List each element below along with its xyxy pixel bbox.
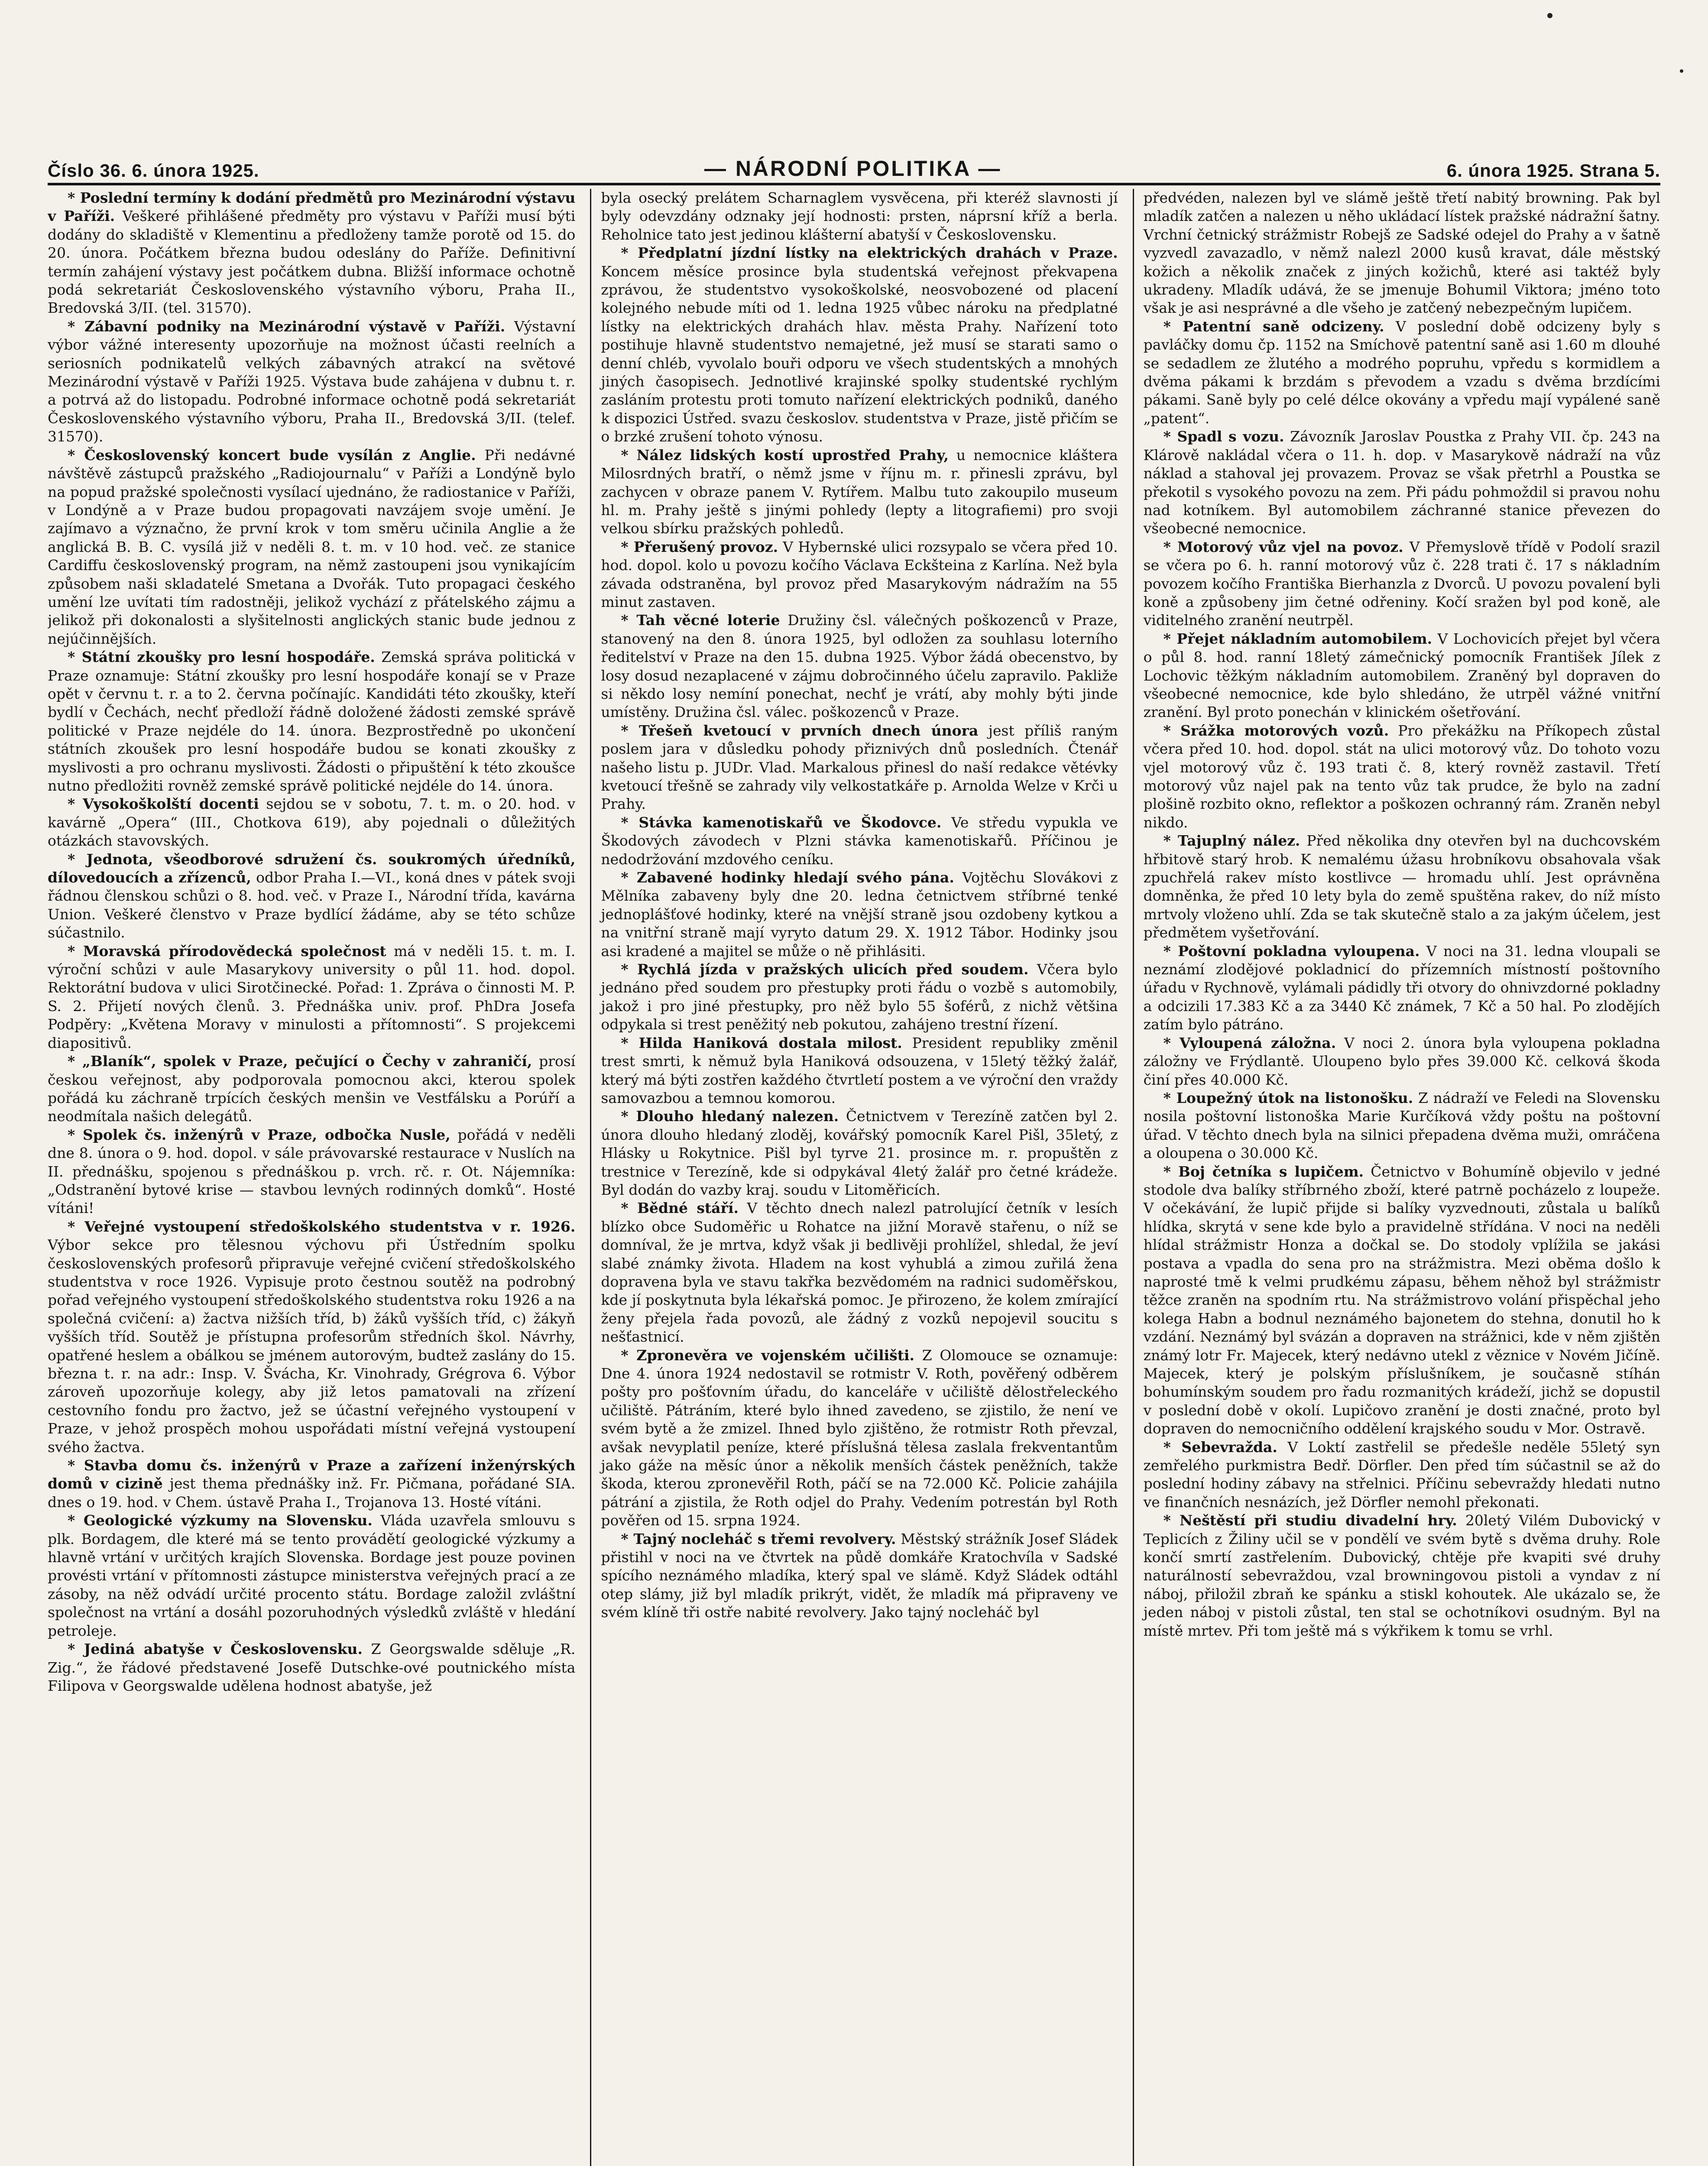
item-marker: * — [1163, 1163, 1178, 1180]
item-headline: Srážka motorových vozů. — [1180, 722, 1389, 739]
item-body: Městský strážník Josef Sládek přistihl v noci na ve čtvrtek na půdě domkáře Kratochvíla v Sadské spícího neznámého mladíka, který spal ve slámě. Když Sládek odtáhl otep slámy, již byl mladík prikrýt, vidět, že mladík má připraveny ve svém klíně tři ostře nabité revolvery. Jako tajný nocleháč byl — [601, 1530, 1118, 1621]
item-marker: * — [68, 1126, 83, 1143]
item-headline: Tajný nocleháč s třemi revolvery. — [633, 1530, 896, 1547]
news-item — [48, 446, 575, 648]
item-body: předvéden, nalezen byl ve slámě ještě třetí nabitý browning. Pak byl mladík zatčen a nalezen u něho ukládací lístek pražské nádražní šatny. Vrchní četnický strážmistr Robejš ze Sadské odejel do Prahy a v šatně vyzvedl zavazadlo, v němž nalezl 2000 kusů kravat, dále městský kožich a několik značek z jiných kožichů, které asi taktéž byly ukradeny. Mladík udává, že se jmenuje Bohumil Viktora; jméno toto však je asi nesprávné a dle všeho je zatčený nebezpečným lupičem. — [1143, 189, 1660, 317]
item-headline: Veřejné vystoupení středoškolského studentstva v r. 1926. — [84, 1218, 576, 1235]
item-marker: * — [1163, 1034, 1180, 1051]
print-speck — [1680, 69, 1683, 73]
column-3 — [1133, 189, 1660, 2166]
item-headline: Zabavené hodinky hledají svého pána. — [637, 869, 954, 886]
issue-date: Číslo 36. 6. února 1925. — [48, 160, 259, 181]
item-headline: Spolek čs. inženýrů v Praze, odbočka Nusle, — [82, 1126, 450, 1143]
news-item — [601, 1034, 1118, 1108]
item-marker: * — [621, 446, 637, 464]
item-headline: Motorový vůz vjel na povoz. — [1177, 538, 1403, 555]
item-marker: * — [1163, 428, 1177, 445]
news-item — [48, 1456, 575, 1511]
news-item — [1144, 1511, 1660, 1640]
item-headline: Poštovní pokladna vyloupena. — [1178, 942, 1420, 960]
item-marker: * — [68, 850, 87, 868]
news-item — [601, 869, 1118, 960]
news-item — [1144, 318, 1660, 428]
item-body: Z nádraží ve Feledi na Slovensku nosila poštovní listonoška Marie Kurčíková vždy poštu na poštovní úřad. V těchto dnech byla na silnici přepadena dvěma muži, omráčena a oloupena o 30.000 Kč. — [1143, 1089, 1660, 1162]
item-headline: Stávka kamenotiskařů ve Škodovce. — [638, 814, 942, 831]
print-speck — [1547, 13, 1552, 18]
news-item — [601, 538, 1118, 612]
item-marker: * — [68, 942, 83, 960]
item-body: V Loktí zastřelil se předešle neděle 55letý syn zemřelého purkmistra Bedř. Dörfler. Den před tím súčastnil se až do poslední hodiny zábavy na střelnici. Příčinu sebevraždy hledati nutno ve finančních nesnázích, jež Dörfler nemohl překonati. — [1143, 1438, 1660, 1511]
item-body: Četnictvem v Terezíně zatčen byl 2. února dlouho hledaný zloděj, kovářský pomocník Karel Pišl, 35letý, z Hlásky u Rokytnice. Pišl byl tyrve 21. prosince m. r. propuštěn z trestnice v Terezíně, kde si odpykával 4letý žalář pro četné krádeže. Byl dodán do vazby kraj. soudu v Litoměřicích. — [601, 1108, 1118, 1198]
item-headline: Poslední termíny k dodání předmětů pro Mezinárodní výstavu v Paříži. — [48, 189, 576, 225]
item-marker: * — [1163, 1512, 1180, 1529]
item-headline: Jediná abatyše v Československu. — [84, 1641, 363, 1658]
news-item — [48, 318, 575, 446]
item-headline: Boj četníka s lupičem. — [1178, 1163, 1364, 1180]
news-item — [48, 1126, 575, 1218]
item-headline: Loupežný útok na listonošku. — [1176, 1089, 1413, 1106]
item-headline: Přejet nákladním automobilem. — [1176, 630, 1433, 647]
article-columns — [48, 189, 1660, 2166]
date-page-number: 6. února 1925. Strana 5. — [1446, 160, 1660, 181]
news-item — [1144, 1163, 1660, 1438]
item-body: pořádá v neděli dne 8. února o 9. hod. dopol. v sále právovarské restaurace v Nuslích na II. přednášku, spojenou s přednáškou p. vrch. rč. r. Ot. Nájemníka: „Odstranění bytové krise — stavbou levných rodinných domků“. Hosté vítáni! — [48, 1126, 576, 1217]
news-item — [48, 795, 575, 850]
item-body: Závozník Jaroslav Poustka z Prahy VII. čp. 243 na Klárově nakládal včera o 11. h. dop. v Masarykově nádraží na vůz náklad a stahoval jej provazem. Provaz se však přetrhl a Poustka se překotil s vysokého povozu na zem. Při pádu pohmoždil si pravou nohu nad kotníkem. Byl automobilem záchranné stanice převezen do všeobecné nemocnice. — [1143, 428, 1660, 537]
item-headline: Tah věcné loterie — [636, 612, 780, 629]
item-headline: Zpronevěra ve vojenském učilišti. — [636, 1346, 915, 1364]
item-headline: Přerušený provoz. — [633, 538, 778, 555]
item-body: Z Olomouce se oznamuje: Dne 4. února 1924 nedostavil se rotmistr V. Roth, pověřený odběrem pošty pro pošťovním úřadu, do kanceláře v učiliště dělostřeleckého učiliště. Pátráním, které bylo ihned zavedeno, se zjistilo, že není ve svém bytě a že zmizel. Ihned bylo zjištěno, že rotmistr Roth převzal, avšak nevyplatil peníze, které příslušná tělesa zaslala frekventantům jako gáže na měsíc únor a několik menších částek peněžních, takže škoda, kterou zpronevěřil Roth, páčí se na 72.000 Kč. Policie zahájila pátrání a zjistila, že Roth odjel do Prahy. Vedením potrestán byl Roth pověřen od 15. srpna 1924. — [601, 1346, 1118, 1529]
news-item — [601, 1346, 1118, 1530]
item-body: má v neděli 15. t. m. I. výroční schůzi v aule Masarykovy university o půl 11. hod. dopol. Rektorátní budova v ulici Sirotčinecké. Pořad: 1. Zpráva o činnosti M. P. S. 2. Přijetí nových členů. 3. Přednáška univ. prof. PhDra Josefa Podpěry: „Květena Moravy v minulosti a přítomnosti“. S projekcemi diapositivů. — [48, 942, 576, 1051]
header-rule — [48, 183, 1660, 185]
item-marker: * — [68, 795, 83, 813]
item-body: Vojtěchu Slovákovi z Mělníka zabaveny byly dne 20. ledna četnictvem stříbrné tenké jednoplášťové hodinky, které na vnější straně jsou ozdobeny kytkou a na vnitřní straně mají vyryto datum 29. X. 1912 Tábor. Hodinky jsou asi kradené a majitel se může o ně přihlásiti. — [601, 869, 1118, 960]
item-body: Výbor sekce pro tělesnou výchovu při Ústředním spolku československých profesorů připravuje veřejné cvičení středoškolského studentstva v roce 1926. Vypisuje proto čestnou soutěž na podrobný pořad veřejného vystoupení středoškolského studentstva roku 1926 a na společná cvičení: a) žactva nižších tříd, b) žáků vyšších tříd, c) žákyň vyšších tříd. Soutěž je přístupna profesorům středních škol. Návrhy, opatřené heslem a obálkou se jménem autorovým, budtež zaslány do 15. března t. r. na adr.: Insp. V. Švácha, Kr. Vinohrady, Grégrova 6. Výbor zároveň upozorňuje kolegy, aby již letos pamatovali na zřízení cestovního fondu pro žactvo, jež se účastní veřejného vystoupení v Praze, v jehož prospěch mohou uspořádati místní veřejná vystoupení svého žactva. — [48, 1236, 576, 1456]
item-body: V Přemyslově třídě v Podolí srazil se včera po 6. h. ranní motorový vůz č. 228 trati č. 17 s nákladním povozem kočího Františka Bierhanzla z Dvorců. U povozu povalení byli koně a způsobeny jim četné odřeniny. Kočí sražen byl pod koně, ale viditelného zranění neutrpěl. — [1143, 538, 1660, 629]
item-marker: * — [621, 1200, 637, 1217]
news-item — [1144, 630, 1660, 722]
news-item — [1144, 1034, 1660, 1089]
news-item — [1144, 1089, 1660, 1163]
item-headline: Spadl s vozu. — [1177, 428, 1284, 445]
news-item — [48, 942, 575, 1052]
item-body: Družiny čsl. válečných poškozenců v Praze, stanovený na den 8. února 1925, byl odložen za souhlasu loterního ředitelství v Praze na den 15. dubna 1925. Výbor žádá obecenstvo, by losy dosud nezaplacené v zájmu dobročinného účelu zapravilo. Pakliže si někdo losy nemíní ponechat, nechť je vrátí, aby mohly býti jinde umístěny. Družina čsl. válec. poškozenců v Praze. — [601, 612, 1118, 721]
item-body: Výstavní výbor vážné interesenty upozorňuje na možnost účasti reelních a seriosních podnikatelů velkých zábavných atrakcí na světové Mezinárodní výstavě v Paříži 1925. Výstava bude zahájena v dubnu t. r. a potrvá až do listopadu. Podrobné informace ochotně podá sekretariát Československého výstavního výboru, Praha II., Bredovská 3/II. (telef. 31570). — [48, 318, 576, 445]
item-marker: * — [621, 814, 639, 831]
item-marker: * — [68, 1641, 84, 1658]
item-headline: Sebevražda. — [1181, 1438, 1277, 1456]
column-2 — [590, 189, 1118, 2166]
item-body: V poslední době odcizeny byly s pavláčky domu čp. 1152 na Smíchově patentní saně asi 1.60 m dlouhé se sedadlem ze žlutého a modrého popruhu, vpředu s kormidlem a dvěma pákami k brzdám s převodem a vzadu s dvěma brzdícími pákami. Saně byly po celé délce okovány a vpředu mají vypálené saně „patent“. — [1143, 318, 1660, 427]
news-item — [601, 446, 1118, 538]
item-marker: * — [1163, 630, 1177, 647]
item-marker: * — [1163, 722, 1180, 739]
item-marker: * — [621, 869, 637, 886]
item-headline: Vyloupená záložna. — [1179, 1034, 1336, 1051]
item-body: Při nedávné návštěvě zástupců pražského „Radiojournalu“ v Paříži a Londýně bylo na popud pražské společnosti vysílací ujednáno, že radiostanice v Paříži, v Londýně a v Praze budou propagovati navzájem svoje umění. Je zajímavo a význačno, že první krok v tom směru učinila Anglie a že anglická B. B. C. vysílá již v neděli 8. t. m. v 10 hod. več. ze stanice Cardiffu československý program, na němž zastoupeni jsou vynikajícím způsobem naši skladatelé Smetana a Dvořák. Tuto propagaci českého umění lze uvítati tím radostněji, jelikož vychází z přátelského zájmu a jelikož při dokonalosti a slyšitelnosti anglických stanic bude jednou z nejúčinnějších. — [48, 446, 576, 647]
item-headline: Moravská přírodovědecká společnost — [83, 942, 386, 960]
item-body: V těchto dnech nalezl patrolující četník v lesích blízko obce Sudoměřic u Rohatce na jižní Moravě stařenu, o níž se domníval, že je mrtva, když však ji bedlivěji prohlížel, shledal, že jeví slabé známky života. Hladem na kost vyhublá a zimou zuřilá žena dopravena byla ve stavu takřka bezvědomém na radnici sudoměřskou, kde jí poskytnuta byla lékařská pomoc. Je přirozeno, že kolem zmírající ženy přejela řada povozů, ale žádný z vozků nepojevil soucitu s nešťastnicí. — [601, 1200, 1118, 1346]
item-marker: * — [68, 1512, 84, 1529]
item-marker: * — [68, 318, 84, 335]
item-marker: * — [621, 1530, 634, 1547]
item-body: President republiky změnil trest smrti, k němuž byla Haniková odsouzena, v 15letý těžký žalář, který má býti zostřen každého čtvrtletí postem a ve výroční den vraždy samovazbou a temnou komorou. — [601, 1034, 1118, 1106]
news-item — [1144, 538, 1660, 630]
item-marker: * — [68, 189, 80, 206]
news-item — [601, 611, 1118, 721]
news-item — [1144, 832, 1660, 942]
news-item — [48, 1640, 575, 1695]
news-item — [1144, 428, 1660, 538]
news-item — [1144, 189, 1660, 318]
item-body: Zemská správa politická v Praze oznamuje: Státní zkoušky pro lesní hospodáře konají se v Praze opět v červnu t. r. a to 2. června počínajíc. Kandidáti této zkoušky, kteří bydlí v Čechách, nechť předloží řádně doložené žádosti zemské správě politické v Praze nejdéle do 14. února. Bezprostředně po ukončení státních zkoušek pro lesní hospodáře budou se konati zkoušky z myslivosti a pro ochranu myslivosti. Žádosti o připuštění k této zkoušce nutno předložiti rovněž zemské správě politické nejdéle do 14. února. — [48, 649, 576, 794]
item-body: V Lochovicích přejet byl včera o půl 8. hod. ranní 18letý zámečnický pomocník František Jílek z Lochovic těžkým nákladním automobilem. Zraněný byl dopraven do všeobecné nemocnice, kde bylo shledáno, že utrpěl vážné vnitřní zranění. Byl proto ponechán v klinickém ošetřování. — [1143, 630, 1660, 721]
item-headline: Tajuplný nález. — [1177, 832, 1300, 850]
item-marker: * — [68, 1457, 84, 1474]
item-body: jest příliš raným poslem jara v důsledku pohody přiznivých dnů posledních. Čtenář našeho listu p. JUDr. Vlad. Markalous přinesl do naší redakce větévky kvetoucí třešně se zahrady vily velkostatkáře p. Arnolda Welze v Krči u Prahy. — [601, 722, 1118, 813]
item-marker: * — [621, 961, 637, 978]
column-1 — [48, 189, 575, 2166]
item-body: V noci na 31. ledna vloupali se neznámí zlodějové pokladnicí do přízemních místností poštovního úřadu v Rychnově, vylámali pádidly tři otvory do ohnivzdorné pokladny a odcizili 17.383 Kč a za 3440 Kč známek, 7 Kč a 50 hal. Po zlodějích zatím bylo pátráno. — [1143, 942, 1660, 1033]
item-headline: Hilda Haniková dostala milost. — [638, 1034, 902, 1051]
item-headline: Neštěstí při studiu divadelní hry. — [1180, 1512, 1457, 1529]
item-headline: Stavba domu čs. inženýrů v Praze a zařízení inženýrských domů v cizině — [48, 1457, 576, 1492]
item-body: Před několika dny otevřen byl na duchcovském hřbitově starý hrob. K nemalému úžasu hrobníkovu obsahovala však zpuchřelá rakev místo kostlivce — hromadu uhlí. Jest oprávněna domněnka, že před 10 lety byla do země spuštěna rakev, do níž místo mrtvoly vloženo uhlí. Zda se tak skutečně stalo a za jakým účelem, jest předmětem vyšetřování. — [1143, 832, 1660, 941]
news-item — [601, 814, 1118, 869]
item-headline: „Blaník“, spolek v Praze, pečující o Čechy v zahraničí, — [82, 1053, 532, 1070]
item-headline: Vysokoškolští docenti — [82, 795, 259, 813]
news-item — [48, 1218, 575, 1456]
item-headline: Bědné stáří. — [637, 1200, 739, 1217]
news-item — [601, 244, 1118, 446]
item-body: Koncem měsíce prosince byla studentská veřejnost překvapena zprávou, že studentstvo vysokoškolské, neosvobozené od placení kolejného nebude míti od 1. ledna 1925 vůbec nároku na předplatné lístky na elektrických drahách hlav. města Prahy. Nařízení toto postihuje hlavně studentstvo nemajetné, jež musí se starati samo o denní chléb, vyvolalo bouři odporu ve všech studentských a mnohých jiných časopisech. Jednotlivé krajinské spolky studentské rychlým zasláním protestu proti tomuto nařízení elektrických podniků, daného k dispozici Ústřed. svazu českoslov. studentstva v Praze, jistě přičím se o brzké zrušení tohoto výnosu. — [601, 263, 1118, 445]
item-marker: * — [621, 1108, 636, 1125]
item-headline: Jednota, všeodborové sdružení čs. soukromých úředníků, dílovedoucích a zřízenců, — [48, 850, 576, 886]
item-headline: Nález lidských kostí uprostřed Prahy, — [636, 446, 949, 464]
item-headline: Státní zkoušky pro lesní hospodáře. — [81, 649, 375, 666]
item-marker: * — [621, 1034, 639, 1051]
news-item — [601, 1107, 1118, 1199]
item-marker: * — [1163, 1089, 1176, 1106]
item-body: V noci 2. února byla vyloupena pokladna záložny ve Frýdlantě. Uloupeno bylo přes 39.000 Kč. celková škoda činí přes 40.000 Kč. — [1143, 1034, 1660, 1088]
item-body: byla osecký prelátem Scharnaglem vysvěcena, při kteréž slavnosti jí byly odevzdány odznaky její hodnosti: prsten, náprsní kříž a berla. Reholnice tato jest jedinou klášterní abatyší v Československu. — [601, 189, 1118, 243]
item-body: Četnictvo v Bohumíně objevilo v jedné stodole dva balíky stříbrného zboží, které patrně pocházelo z loupeže. V očekávání, že lupič přijde si balíky vyzvednouti, zůstala u balíků hlídka, skrytá v sene kde bylo a pravidelně střídána. V noci na neděli hlídal strážmistr Honza a dočkal se. Do stodoly vplížila se jakási postava a vpadla do sena pro na strážmistra. Mezi oběma došlo k naprosté tmě k velmi prudkému zápasu, během něhož byl strážmistr těžce zraněn na spodním rtu. Na strážmistrovo volání přispěchal jeho kolega Habn a bodnul neznámého bajonetem do stehna, donutil ho k vzdání. Neznámý byl svázán a dopraven na strážnici, kde v něm zjištěn známý lotr Fr. Majecek, který nedávno utekl z věznice v Novém Jičíně. Majecek, který je polským příslušníkem, je současně stíhán bohumínským soudem pro řadu rozmanitých krádeží, jichž se dopustil v poslední době v okolí. Lupičovo zranění je dosti značné, proto byl dopraven do nemocničního oddělení krajského soudu v Mor. Ostravě. — [1143, 1163, 1660, 1437]
news-item — [48, 1052, 575, 1126]
item-marker: * — [621, 1346, 637, 1364]
news-item — [48, 648, 575, 795]
item-headline: Patentní saně odcizeny. — [1183, 318, 1384, 335]
item-body: jest thema přednášky inž. Fr. Pičmana, pořádané SIA. dnes o 19. hod. v Chem. ústavě Praha I., Trojanova 13. Hosté vítáni. — [48, 1475, 576, 1511]
item-marker: * — [68, 649, 82, 666]
item-marker: * — [621, 722, 639, 739]
news-item — [1144, 722, 1660, 832]
news-item — [48, 850, 575, 942]
item-marker: * — [1163, 318, 1183, 335]
item-body: odbor Praha I.—VI., koná dnes v pátek svoji řádnou členskou schůzi o 8. hod. več. v Praze I., Národní třída, kavárna Union. Veškeré členstvo v Praze bydlící žádáme, aby se této schůze súčastnilo. — [48, 869, 576, 941]
item-body: sejdou se v sobotu, 7. t. m. o 20. hod. v kavárně „Opera“ (III., Chotkova 619), aby pojednali o důležitých otázkách stavovských. — [48, 795, 576, 850]
news-item — [601, 722, 1118, 814]
item-headline: Rychlá jízda v pražských ulicích před soudem. — [637, 961, 1029, 978]
item-body: Vláda uzavřela smlouvu s plk. Bordagem, dle které má se tento provádětí geologické výzkumy a hlavně vrtání v určitých krajích Slovenska. Bordage jest pouze povinen provésti vrtání v přítomnosti zástupce ministerstva veřejných prací a ze zásoby, na něž odvádí určité procento státu. Bordage založil zvláštní společnost na vrtání a dosáhl pozoruhodných výsledků zvláště v hledání petroleje. — [48, 1512, 576, 1639]
item-marker: * — [1163, 1438, 1182, 1456]
item-marker: * — [68, 446, 84, 464]
item-marker: * — [68, 1053, 82, 1070]
news-item — [1144, 1438, 1660, 1512]
item-headline: Předplatní jízdní lístky na elektrických drahách v Praze. — [638, 244, 1118, 262]
item-headline: Zábavní podniky na Mezinárodní výstavě v Paříži. — [84, 318, 506, 335]
item-headline: Třešeň kvetoucí v prvních dnech února — [639, 722, 979, 739]
news-item — [601, 189, 1118, 244]
page-header — [48, 146, 1660, 181]
item-headline: Československý koncert bude vysílán z Anglie. — [84, 446, 476, 464]
item-marker: * — [1163, 538, 1177, 555]
news-item — [601, 1199, 1118, 1346]
news-item — [601, 960, 1118, 1034]
item-body: u nemocnice kláštera Milosrdných bratří, o němž jsme v říjnu m. r. přinesli zprávu, byl zachycen v obraze panem V. Rytířem. Malbu tuto zakoupilo museum hl. m. Prahy ještě s jinými pohledy (lepty a litografiemi) pro svoji velkou sbírku pražských pohledů. — [601, 446, 1118, 537]
item-marker: * — [1163, 942, 1178, 960]
item-marker: * — [68, 1218, 84, 1235]
item-body: Pro překážku na Příkopech zůstal včera před 10. hod. dopol. stát na ulici motorový vůz. Do tohoto vozu vjel motorový vůz č. 193 trati č. 8, který rovněž zastavil. Třetí motorový vůz najel pak na tento vůz tak prudce, že bylo na zadní plošině rozbito okno, reflektor a poškozen ochranný rám. Zraněn nebyl nikdo. — [1143, 722, 1660, 831]
item-headline: Dlouho hledaný nalezen. — [636, 1108, 839, 1125]
item-body: Ve středu vypukla ve Škodových závodech v Plzni stávka kamenotiskařů. Příčinou je nedodržování mzdového ceníku. — [601, 814, 1118, 868]
item-body: V Hybernské ulici rozsypalo se včera před 10. hod. dopol. kolo u povozu kočího Václava Eckšteina z Karlína. Než byla závada odstraněna, byl provoz před Masarykovým nádražím na 55 minut zastaven. — [601, 538, 1118, 610]
item-body: Veškeré přihlášené předměty pro výstavu v Paříži musí býti dodány do skladiště v Klementinu a předloženy tamže porotě od 15. do 20. února. Počátkem března budou odeslány do Paříže. Definitivní termín zahájení výstavy jest počátkem dubna. Bližší informace ochotně podá sekretariát Československého výstavního výboru, Praha II., Bredovská 3/II. (tel. 31570). — [48, 208, 576, 317]
item-body: Z Georgswalde sděluje „R. Zig.“, že řádové představené Josefě Dutschke-ové poutnického místa Filipova v Georgswalde udělena hodnost abatyše, jež — [48, 1641, 576, 1694]
item-body: prosí českou veřejnost, aby podporovala pomocnou akci, kterou spolek pořádá ku záchraně trpících českých menšin ve Vestfálsku a Porúří a neodmítala našich delegátů. — [48, 1053, 576, 1125]
item-marker: * — [621, 612, 637, 629]
item-marker: * — [1163, 832, 1178, 850]
item-body: Včera bylo jednáno před soudem pro přestupky proti řádu o vozbě s automobily, jakož i pro jiné přestupky, pro něž bylo 55 šoférů, z nichž většina odpykala si trest peněžitý neb pokutou, zahájeno trestní řízení. — [601, 961, 1118, 1033]
item-marker: * — [621, 538, 634, 555]
news-item — [601, 1530, 1118, 1622]
masthead-title: — NÁRODNÍ POLITIKA — — [704, 156, 1002, 181]
news-item — [48, 1511, 575, 1640]
news-item — [1144, 942, 1660, 1034]
news-item — [48, 189, 575, 318]
item-body: 20letý Vilém Dubovický v Teplicích z Žiliny učil se v pondělí ve svém bytě s dvěma druhy. Role končí smrtí zastřelením. Dubovický, chtěje pře kvapiti své druhy naturálností sebevraždou, vzal browningovou pistoli a vyndav z ní náboj, přiložil zbraň ke spánku a stiskl kohoutek. Ale ukázalo se, že jeden náboj v pistoli zůstal, ten stal se ochotníkovi osudným. Byl na místě mrtev. Při tom ještě má s výkřikem k tomu se vrhl. — [1143, 1512, 1660, 1639]
item-headline: Geologické výzkumy na Slovensku. — [83, 1512, 373, 1529]
item-marker: * — [621, 244, 638, 262]
